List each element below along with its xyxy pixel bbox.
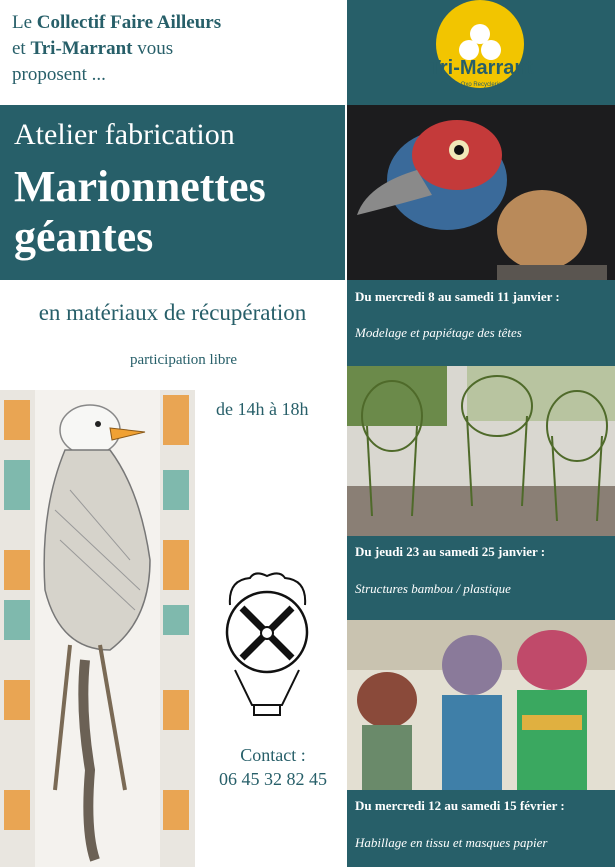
participation-text: participation libre	[130, 352, 238, 368]
costumes-photo	[347, 620, 615, 790]
session3-activity: Habillage en tissu et masques papier	[355, 835, 548, 850]
title-geantes: géantes	[14, 212, 154, 261]
intro-line2-suffix: vous	[132, 38, 174, 59]
bird-drawing-image	[0, 390, 195, 867]
title-marionnettes: Marionnettes	[14, 162, 266, 211]
contact-phone: 06 45 32 82 45	[219, 769, 327, 789]
title-line1: Atelier fabrication	[14, 118, 235, 151]
session1-activity: Modelage et papiétage des têtes	[355, 325, 522, 340]
hours-text: de 14h à 18h	[216, 399, 309, 419]
trimarrant-logo	[347, 0, 615, 105]
session1-dates: Du mercredi 8 au samedi 11 janvier :	[355, 289, 560, 304]
intro-line2-prefix: et	[12, 38, 31, 59]
intro-trimarrant-name: Tri-Marrant	[30, 38, 133, 59]
trimarrant-logo-tagline: Oxo Recyclerie	[460, 82, 502, 88]
intro-text	[12, 10, 332, 88]
intro-line3: proposent ...	[12, 64, 106, 85]
title-main	[14, 162, 334, 262]
trimarrant-logo-area	[347, 0, 615, 105]
session2-dates: Du jeudi 23 au samedi 25 janvier :	[355, 544, 546, 559]
bamboo-structures-photo	[347, 366, 615, 536]
intro-collectif-name: Collectif Faire Ailleurs	[36, 12, 222, 33]
subtitle: en matériaux de récupération	[38, 300, 307, 325]
contact-label: Contact :	[240, 745, 306, 765]
trimarrant-logo-name: Tri-Marrant	[428, 57, 534, 79]
contact-block	[198, 743, 348, 791]
session2-activity: Structures bambou / plastique	[355, 581, 511, 596]
intro-line1-prefix: Le	[12, 12, 37, 33]
collectif-faire-ailleurs-logo	[210, 570, 325, 720]
puppet-heads-photo	[347, 105, 615, 280]
session3-dates: Du mercredi 12 au samedi 15 février :	[355, 798, 565, 813]
